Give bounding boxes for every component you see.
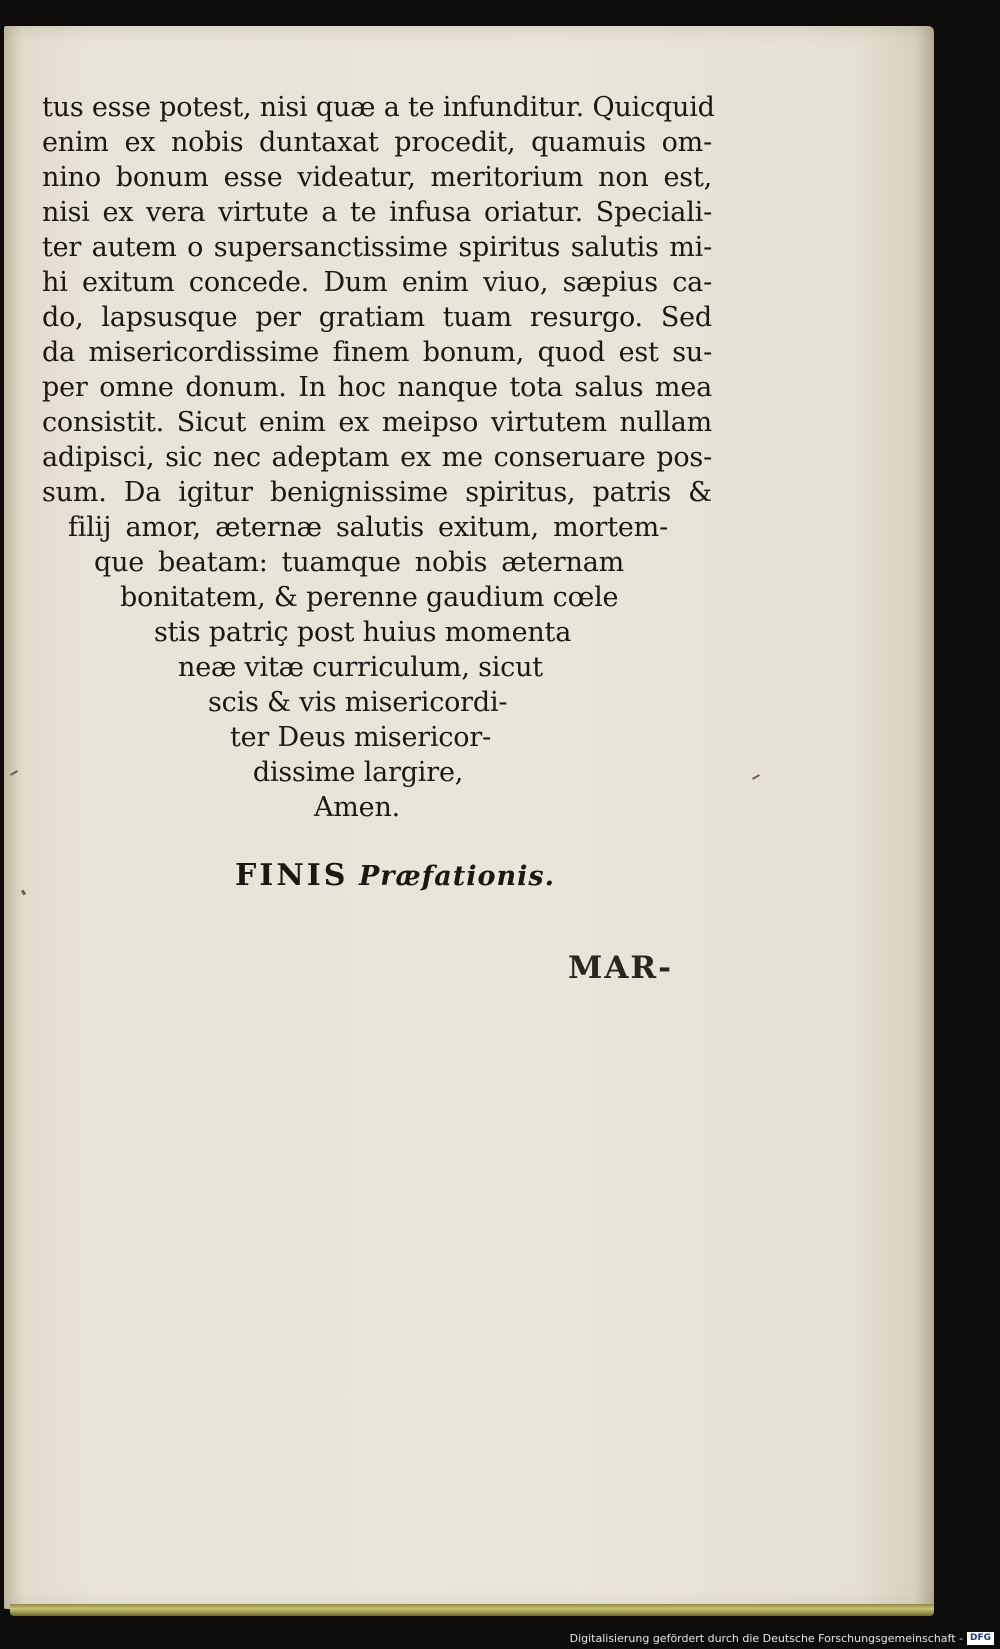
text-line: stis patriç post huius momenta bbox=[154, 617, 572, 648]
text-line: adipisci, sic nec adeptam ex me conseruare pos- bbox=[42, 442, 712, 473]
catchword: MAR- bbox=[568, 950, 673, 986]
text-line: tus esse potest, nisi quæ a te infunditur. Quicquid bbox=[42, 92, 715, 123]
prayer-text bbox=[42, 90, 715, 825]
text-line: nisi ex vera virtute a te infusa oriatur. Speciali- bbox=[42, 197, 712, 228]
text-line: da misericordissime finem bonum, quod est su- bbox=[42, 337, 712, 368]
text-line: ter Deus misericor- bbox=[230, 722, 491, 753]
finis-word: FINIS bbox=[234, 858, 349, 893]
text-line: nino bonum esse videatur, meritorium non est, bbox=[42, 162, 712, 193]
text-line: neæ vitæ curriculum, sicut bbox=[178, 652, 543, 683]
text-line: sum. Da igitur benignissime spiritus, patris & bbox=[42, 477, 712, 508]
page-bottom-edge bbox=[10, 1604, 934, 1616]
text-line: enim ex nobis duntaxat procedit, quamuis om- bbox=[42, 127, 712, 158]
text-line: do, lapsusque per gratiam tuam resurgo. Sed bbox=[42, 302, 712, 333]
text-line: hi exitum concede. Dum enim viuo, sæpius ca- bbox=[42, 267, 712, 298]
text-line: consistit. Sicut enim ex meipso virtutem nullam bbox=[42, 407, 712, 438]
text-line: que beatam: tuamque nobis æternam bbox=[94, 547, 624, 578]
finis-rest: Præfationis. bbox=[358, 861, 556, 892]
text-line: scis & vis misericordi- bbox=[208, 687, 508, 718]
text-line: ter autem o supersanctissime spiritus salutis mi- bbox=[42, 232, 712, 263]
dfg-logo-icon: DFG bbox=[967, 1632, 994, 1645]
finis-heading bbox=[0, 858, 790, 893]
text-line: per omne donum. In hoc nanque tota salus mea bbox=[42, 372, 712, 403]
footer-credit: Digitalisierung gefördert durch die Deutsche Forschungsgemeinschaft - bbox=[569, 1632, 963, 1645]
digitization-footer bbox=[570, 1632, 994, 1645]
text-line: bonitatem, & perenne gaudium cœle bbox=[120, 582, 619, 613]
text-line: Amen. bbox=[313, 792, 401, 823]
text-line: filij amor, æternæ salutis exitum, mortem- bbox=[68, 512, 668, 543]
text-line: dissime largire, bbox=[252, 757, 464, 788]
